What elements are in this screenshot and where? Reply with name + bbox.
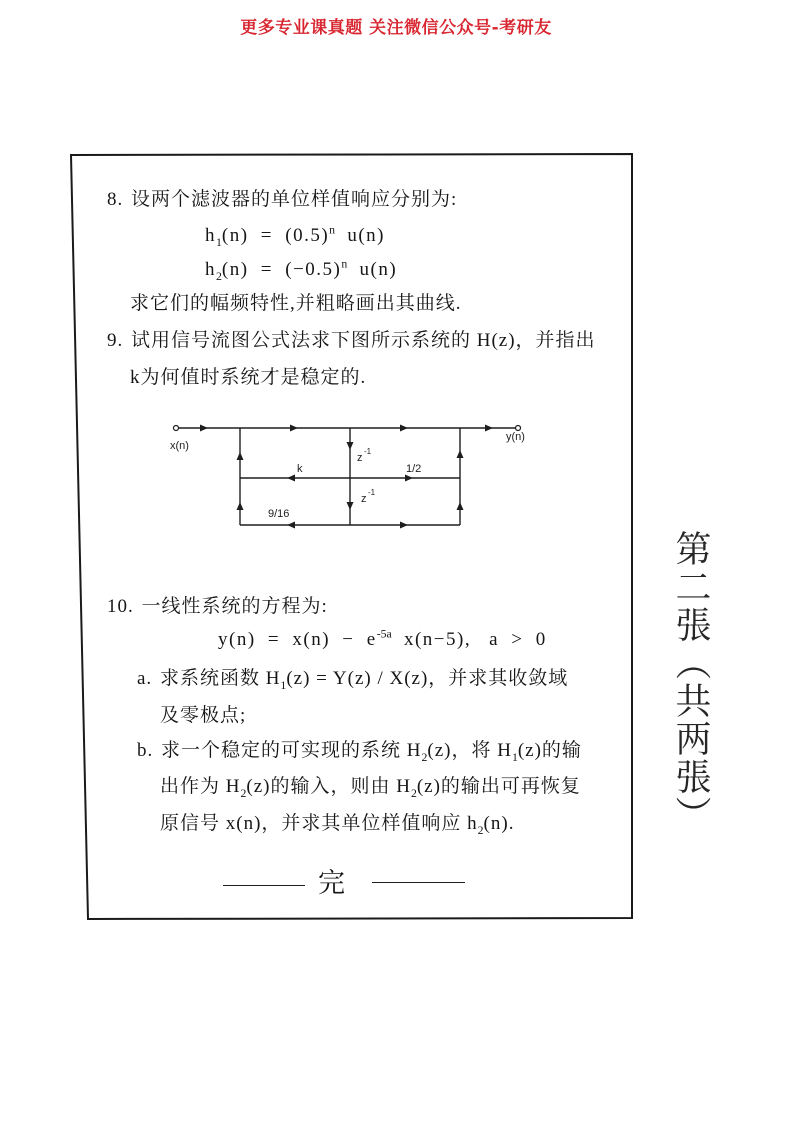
q8-task: 求它们的幅频特性,并粗略画出其曲线. <box>130 293 462 314</box>
arrow-gain-half <box>405 475 413 482</box>
q10-b-text-2: (z)，将 H <box>427 740 512 761</box>
arrow-forward-4 <box>485 425 493 432</box>
q10-eq-condition: a > 0 <box>489 629 547 650</box>
h1-subscript: 1 <box>216 235 222 249</box>
handwritten-page-total: （共两張） <box>670 644 711 834</box>
q10-b-text-3: (z)的输 <box>517 740 582 761</box>
end-rule-left <box>223 885 305 886</box>
q10-eq-rest: x(n−5), <box>391 629 472 650</box>
q8-equation-h1 <box>205 225 385 247</box>
promo-banner: 更多专业课真题 关注微信公众号-考研友 <box>240 18 552 38</box>
delay-2-exponent: -1 <box>368 488 376 497</box>
output-label: y(n) <box>506 431 525 443</box>
h2-symbol: h <box>205 259 216 280</box>
gain-k-label: k <box>297 463 303 475</box>
q10-eq-lhs: y(n) = x(n) − e <box>218 629 377 650</box>
gain-half-label: 1/2 <box>406 463 422 475</box>
q8-number: 8. <box>107 189 124 210</box>
arrow-delay-down-2 <box>347 502 354 510</box>
q9-line-1 <box>107 330 596 352</box>
q10-a-text-1: 求系统函数 H <box>159 668 281 689</box>
arrow-right-up-1 <box>457 450 464 458</box>
arrow-left-up-2 <box>237 502 244 510</box>
output-node <box>516 426 521 431</box>
h2-step: u(n) <box>347 259 398 280</box>
q10-b-c1-text-3: (z)的输出可再恢复 <box>416 776 581 797</box>
h2-exponent: n <box>341 257 348 271</box>
arrow-delay-down-1 <box>347 442 354 450</box>
q10-b-c2-text-2: (n). <box>483 813 515 834</box>
signal-flow-graph <box>160 405 540 535</box>
q10-b-c1-text-2: (z)的输入，则由 H <box>246 776 411 797</box>
q10-a-text-2: (z) = Y(z) / X(z)，并求其收敛域 <box>286 668 569 689</box>
gain-9-16-label: 9/16 <box>268 508 290 520</box>
handwritten-page-number: 第二張 <box>670 530 711 644</box>
q9-number: 9. <box>107 330 124 351</box>
arrow-gain-k <box>287 475 295 482</box>
q9-text-1: 试用信号流图公式法求下图所示系统的 H(z)，并指出 <box>131 330 596 351</box>
q10-part-a <box>137 668 568 690</box>
end-rule-right <box>372 882 465 883</box>
q8-equation-h2 <box>205 259 397 281</box>
q10-b-c1-sub-2: 2 <box>410 786 417 800</box>
arrow-forward-1 <box>200 425 208 432</box>
q10-part-b <box>137 740 582 762</box>
handwritten-page-note <box>670 530 710 834</box>
arrow-right-up-2 <box>457 502 464 510</box>
q10-a-sub-1: 1 <box>280 678 287 692</box>
q10-eq-exponent: -5a <box>376 627 392 641</box>
q10-b-c1-text-1: 出作为 H <box>160 776 241 797</box>
q10-b-label: b. <box>137 740 154 761</box>
q10-a-label: a. <box>137 668 153 689</box>
h1-exponent: n <box>329 223 336 237</box>
q10-b-sub-2: 1 <box>511 750 518 764</box>
h1-body: (n) = (0.5) <box>221 225 330 246</box>
arrow-forward-2 <box>290 425 298 432</box>
delay-1-exponent: -1 <box>364 447 372 456</box>
h2-subscript: 2 <box>216 269 222 283</box>
end-mark: 完 <box>318 868 345 898</box>
h1-step: u(n) <box>335 225 385 246</box>
input-node <box>174 426 179 431</box>
arrow-left-up-1 <box>237 452 244 460</box>
q10-b-c1-sub-1: 2 <box>240 786 247 800</box>
q10-equation <box>218 629 547 651</box>
q10-part-b-cont-2 <box>160 813 514 835</box>
q8-prompt-line <box>107 189 457 211</box>
arrow-gain-9-16 <box>287 522 295 529</box>
q10-part-b-cont-1 <box>160 776 581 798</box>
q9-line-2: k为何值时系统才是稳定的. <box>130 367 367 388</box>
q10-b-c2-text-1: 原信号 x(n)，并求其单位样值响应 h <box>160 813 478 834</box>
h2-body: (n) = (−0.5) <box>221 259 342 280</box>
h1-symbol: h <box>205 225 216 246</box>
q10-b-c2-sub: 2 <box>477 823 484 837</box>
q10-prompt: 一线性系统的方程为: <box>141 596 328 617</box>
delay-2-base: z <box>361 493 367 505</box>
q10-part-a-cont: 及零极点; <box>160 705 247 726</box>
input-label: x(n) <box>170 440 189 452</box>
q10-prompt-line <box>107 596 328 618</box>
q10-number: 10. <box>107 596 134 617</box>
delay-1-base: z <box>357 452 363 464</box>
arrow-forward-3 <box>400 425 408 432</box>
q10-b-text-1: 求一个稳定的可实现的系统 H <box>161 740 422 761</box>
q8-prompt: 设两个滤波器的单位样值响应分别为: <box>131 189 458 210</box>
q10-b-sub-1: 2 <box>421 750 428 764</box>
arrow-bottom-right <box>400 522 408 529</box>
